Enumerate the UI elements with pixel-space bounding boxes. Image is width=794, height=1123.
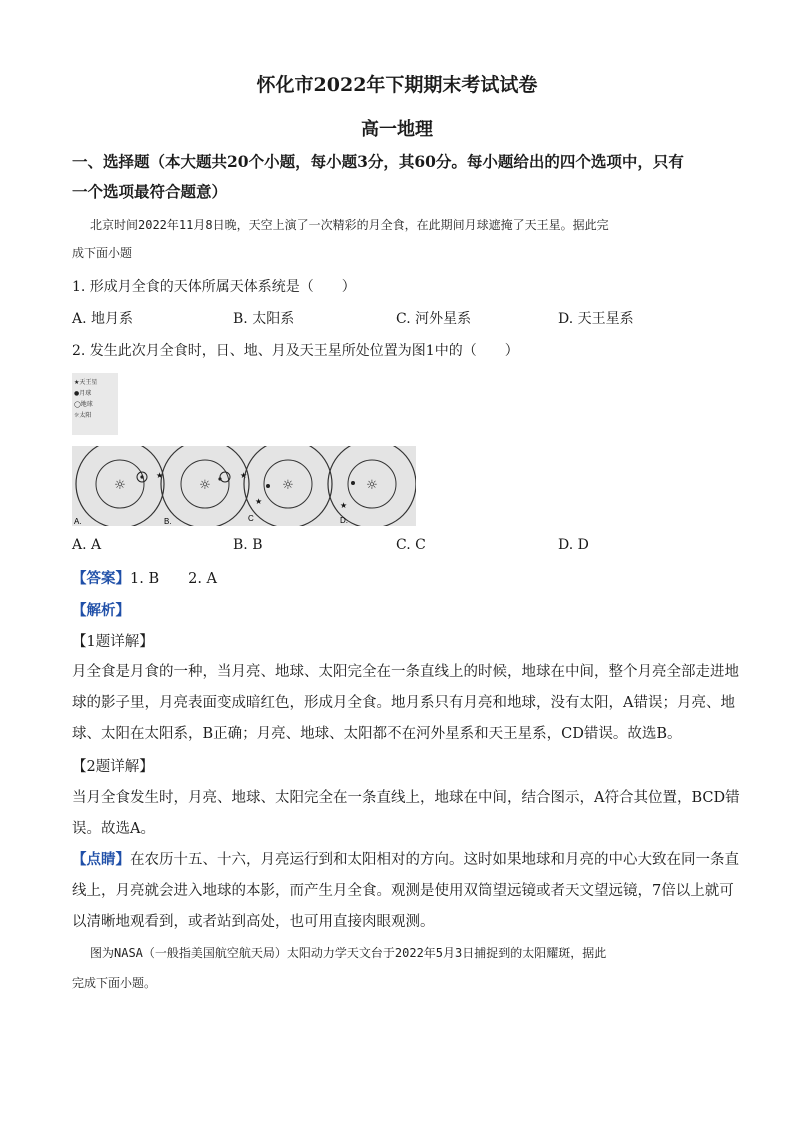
intro-2-line2: 完成下面小题。 [72, 976, 157, 990]
q1-option-b: B. 太阳系 [233, 311, 295, 327]
legend-earth: ◯地球 [74, 401, 93, 408]
uranus-icon: ★ [340, 501, 348, 510]
figure-legend [72, 373, 118, 435]
orbit-diagram [72, 446, 416, 526]
exam-subtitle: 高一地理 [361, 119, 433, 140]
q1-option-d: D. 天王星系 [558, 311, 634, 327]
q2-option-d: D. D [558, 537, 589, 553]
detail-2-line2: 误。故选A。 [72, 821, 155, 837]
panel-label-b: B. [164, 517, 172, 526]
detail-2-heading: 【2题详解】 [72, 759, 154, 775]
panel-label-c: C [248, 514, 254, 523]
q1-option-c: C. 河外星系 [396, 311, 472, 327]
note-line2: 线上，月亮就会进入地球的本影，而产生月全食。观测是使用双筒望远镜或者天文望远镜，7倍以上就可 [72, 883, 734, 899]
section-heading-line2: 一个选项最符合题意） [72, 182, 228, 201]
note-text-line1: 在农历十五、十六，月亮运行到和太阳相对的方向。这时如果地球和月亮的中心大致在同一条直 [130, 852, 739, 868]
question-2-stem: 2. 发生此次月全食时，日、地、月及天王星所处位置为图1中的（ ） [72, 343, 519, 359]
uranus-icon: ★ [255, 497, 263, 506]
uranus-icon: ★ [240, 471, 248, 480]
note-line3: 以清晰地观看到，或者站到高处，也可用直接肉眼观测。 [72, 914, 435, 930]
panel-label-d: D. [340, 516, 348, 525]
q1-option-a: A. 地月系 [72, 311, 134, 327]
sun-icon: ☼ [366, 478, 378, 493]
analysis-line [72, 599, 130, 620]
intro-paragraph-line1: 北京时间2022年11月8日晚，天空上演了一次精彩的月全食，在此期间月球遮掩了天王星。据此完 [90, 218, 609, 232]
detail-2-line1: 当月全食发生时，月亮、地球、太阳完全在一条直线上，地球在中间，结合图示，A符合其位置，BCD错 [72, 790, 740, 806]
panel-c [244, 446, 332, 526]
q2-option-a: A. A [72, 537, 102, 553]
panel-a [74, 446, 164, 526]
intro-2-line1: 图为NASA（一般指美国航空航天局）太阳动力学天文台于2022年5月3日捕捉到的太阳耀斑，据此 [90, 946, 607, 960]
analysis-tag: 【解析】 [72, 602, 130, 619]
orbit-figure [72, 446, 416, 526]
answer-tag: 【答案】 [72, 570, 130, 587]
question-1-stem: 1. 形成月全食的天体所属天体系统是（ ） [72, 279, 356, 295]
note-tag: 【点睛】 [72, 851, 130, 868]
note-line1 [72, 848, 739, 869]
legend-moon: ●月球 [74, 390, 92, 397]
section-heading-line1: 一、选择题（本大题共20个小题，每小题3分，其60分。每小题给出的四个选项中，只有 [72, 152, 684, 171]
sun-icon: ☼ [114, 478, 126, 493]
uranus-icon: ★ [156, 471, 164, 480]
panel-d [328, 446, 416, 526]
exam-title: 怀化市2022年下期期末考试试卷 [256, 74, 538, 96]
intro-paragraph-line2: 成下面小题 [72, 246, 133, 260]
panel-label-a: A. [74, 517, 82, 526]
detail-1-heading: 【1题详解】 [72, 634, 154, 650]
detail-1-line3: 球、太阳在太阳系，B正确；月亮、地球、太阳都不在河外星系和天王星系，CD错误。故选B。 [72, 726, 682, 742]
answer-line [72, 567, 217, 588]
q2-option-b: B. B [233, 537, 263, 553]
detail-1-line2: 球的影子里，月亮表面变成暗红色，形成月全食。地月系只有月亮和地球，没有太阳，A错误；月亮、地 [72, 695, 735, 711]
sun-icon: ☼ [282, 478, 294, 493]
panel-b [161, 446, 249, 526]
legend-uranus: ★天王星 [74, 379, 98, 386]
answer-text: 1. B 2. A [130, 571, 218, 587]
detail-1-line1: 月全食是月食的一种，当月亮、地球、太阳完全在一条直线上的时候，地球在中间，整个月亮全部走进地 [72, 664, 739, 680]
legend-sun: ☼太阳 [74, 412, 92, 419]
q2-option-c: C. C [396, 537, 426, 553]
sun-icon: ☼ [199, 478, 211, 493]
